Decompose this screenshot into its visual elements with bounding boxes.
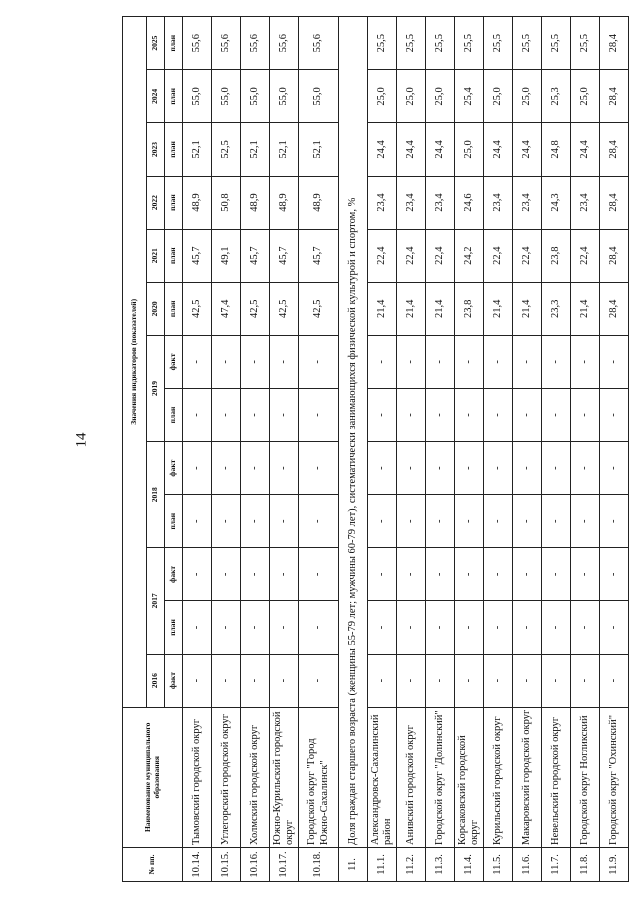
indicator-value: -: [455, 442, 484, 495]
indicator-value: -: [368, 601, 397, 654]
municipality-name: Городской округ "Охинский": [600, 707, 629, 847]
header-group: Значения индикаторов (показателей): [123, 17, 147, 708]
municipality-name: Корсаковский городской округ: [455, 707, 484, 847]
indicator-value: -: [241, 654, 270, 707]
indicator-table: [122, 16, 629, 882]
municipality-name: Невельский городской округ: [542, 707, 571, 847]
indicator-value: 25,5: [455, 17, 484, 70]
header-name: Наименование муниципального образования: [123, 707, 183, 847]
indicator-value: -: [484, 335, 513, 388]
row-number: 11.2.: [397, 847, 426, 881]
table-row: [299, 17, 339, 882]
indicator-value: 25,5: [397, 17, 426, 70]
header-subcol: план: [165, 495, 183, 548]
indicator-value: 21,4: [571, 282, 600, 335]
indicator-value: -: [455, 601, 484, 654]
indicator-value: 55,0: [299, 70, 339, 123]
row-number: 11.6.: [513, 847, 542, 881]
table-row: [397, 17, 426, 882]
indicator-value: -: [183, 548, 212, 601]
indicator-value: -: [270, 601, 299, 654]
row-number: 10.18.: [299, 847, 339, 881]
indicator-value: -: [270, 654, 299, 707]
indicator-value: -: [299, 548, 339, 601]
header-subcol: план: [165, 229, 183, 282]
indicator-value: -: [299, 442, 339, 495]
indicator-value: -: [571, 548, 600, 601]
indicator-value: -: [397, 601, 426, 654]
indicator-value: 55,6: [241, 17, 270, 70]
indicator-value: 45,7: [241, 229, 270, 282]
row-number: 11.1.: [368, 847, 397, 881]
indicator-value: 24,4: [484, 123, 513, 176]
header-subcol: план: [165, 123, 183, 176]
indicator-value: -: [542, 388, 571, 441]
indicator-value: 45,7: [270, 229, 299, 282]
indicator-value: -: [212, 442, 241, 495]
indicator-value: 52,5: [212, 123, 241, 176]
indicator-value: -: [241, 548, 270, 601]
municipality-name: Углегорский городской округ: [212, 707, 241, 847]
indicator-value: 55,0: [212, 70, 241, 123]
indicator-value: 23,4: [397, 176, 426, 229]
header-subcol: план: [165, 601, 183, 654]
indicator-value: -: [212, 495, 241, 548]
indicator-value: -: [542, 601, 571, 654]
indicator-value: -: [397, 654, 426, 707]
indicator-value: -: [484, 548, 513, 601]
municipality-name: Тымовский городской округ: [183, 707, 212, 847]
header-year: 2020: [147, 282, 165, 335]
header-year: 2023: [147, 123, 165, 176]
indicator-value: 42,5: [299, 282, 339, 335]
table-row: [513, 17, 542, 882]
indicator-value: 23,8: [542, 229, 571, 282]
indicator-value: -: [426, 388, 455, 441]
indicator-value: -: [484, 654, 513, 707]
row-number: 11.4.: [455, 847, 484, 881]
table-row: [455, 17, 484, 882]
indicator-value: -: [270, 442, 299, 495]
header-subcol: факт: [165, 335, 183, 388]
indicator-value: 45,7: [299, 229, 339, 282]
row-number: 11.7.: [542, 847, 571, 881]
indicator-value: -: [513, 601, 542, 654]
table-row: [542, 17, 571, 882]
indicator-value: -: [484, 601, 513, 654]
indicator-value: -: [270, 548, 299, 601]
indicator-value: 22,4: [571, 229, 600, 282]
municipality-name: Анивский городской округ: [397, 707, 426, 847]
header-year: 2018: [147, 442, 165, 548]
indicator-value: 24,2: [455, 229, 484, 282]
indicator-value: -: [542, 495, 571, 548]
indicator-value: 25,5: [426, 17, 455, 70]
indicator-value: -: [368, 495, 397, 548]
indicator-value: -: [299, 388, 339, 441]
indicator-value: -: [212, 388, 241, 441]
header-year: 2019: [147, 335, 165, 441]
indicator-value: 25,0: [513, 70, 542, 123]
row-number: 10.16.: [241, 847, 270, 881]
indicator-value: 28,4: [600, 282, 629, 335]
indicator-value: -: [212, 548, 241, 601]
indicator-value: 24,4: [513, 123, 542, 176]
indicator-value: -: [513, 442, 542, 495]
indicator-value: -: [299, 335, 339, 388]
indicator-value: -: [600, 601, 629, 654]
indicator-value: -: [397, 335, 426, 388]
indicator-value: -: [183, 388, 212, 441]
indicator-value: -: [368, 548, 397, 601]
indicator-value: 25,0: [571, 70, 600, 123]
table-row: [368, 17, 397, 882]
indicator-value: 25,5: [542, 17, 571, 70]
header-subcol: факт: [165, 548, 183, 601]
indicator-value: -: [426, 335, 455, 388]
indicator-value: -: [455, 495, 484, 548]
indicator-value: 48,9: [241, 176, 270, 229]
indicator-value: 23,4: [484, 176, 513, 229]
indicator-value: 21,4: [397, 282, 426, 335]
indicator-value: 21,4: [426, 282, 455, 335]
indicator-value: -: [299, 601, 339, 654]
indicator-value: 45,7: [183, 229, 212, 282]
header-subcol: план: [165, 388, 183, 441]
indicator-value: 47,4: [212, 282, 241, 335]
rotated-page: [122, 16, 617, 882]
indicator-value: 25,4: [455, 70, 484, 123]
indicator-value: -: [455, 654, 484, 707]
table-viewport: [122, 16, 617, 882]
indicator-value: 25,5: [513, 17, 542, 70]
indicator-value: 24,4: [397, 123, 426, 176]
indicator-value: -: [183, 654, 212, 707]
municipality-name: Александровск-Сахалинский район: [368, 707, 397, 847]
row-number: 11.5.: [484, 847, 513, 881]
header-subcol: факт: [165, 654, 183, 707]
header-year: 2017: [147, 548, 165, 654]
indicator-value: -: [241, 335, 270, 388]
indicator-value: -: [426, 495, 455, 548]
table-row: [241, 17, 270, 882]
indicator-value: -: [600, 495, 629, 548]
indicator-value: -: [241, 442, 270, 495]
indicator-value: -: [212, 601, 241, 654]
indicator-value: -: [600, 335, 629, 388]
indicator-value: 52,1: [241, 123, 270, 176]
indicator-value: -: [270, 388, 299, 441]
indicator-value: 23,4: [368, 176, 397, 229]
indicator-value: -: [241, 388, 270, 441]
indicator-value: -: [426, 654, 455, 707]
table-row: [426, 17, 455, 882]
indicator-value: 49,1: [212, 229, 241, 282]
indicator-value: -: [368, 388, 397, 441]
header-subcol: план: [165, 176, 183, 229]
row-number: 10.17.: [270, 847, 299, 881]
indicator-value: -: [426, 601, 455, 654]
indicator-value: -: [571, 388, 600, 441]
indicator-value: 23,4: [571, 176, 600, 229]
indicator-value: 24,3: [542, 176, 571, 229]
indicator-value: -: [212, 335, 241, 388]
indicator-value: -: [600, 548, 629, 601]
indicator-value: 55,6: [270, 17, 299, 70]
header-subcol: план: [165, 70, 183, 123]
indicator-value: 28,4: [600, 176, 629, 229]
indicator-value: 55,0: [183, 70, 212, 123]
indicator-value: -: [600, 442, 629, 495]
row-number: 11.9.: [600, 847, 629, 881]
indicator-value: -: [183, 495, 212, 548]
section-number: 11.: [339, 847, 368, 881]
indicator-value: -: [455, 335, 484, 388]
indicator-value: -: [571, 495, 600, 548]
section-row: [339, 17, 368, 882]
indicator-value: -: [368, 442, 397, 495]
indicator-value: -: [299, 495, 339, 548]
indicator-value: -: [212, 654, 241, 707]
indicator-value: 42,5: [183, 282, 212, 335]
indicator-value: 48,9: [183, 176, 212, 229]
indicator-value: -: [270, 495, 299, 548]
indicator-value: -: [241, 601, 270, 654]
header-num: № пп.: [123, 847, 183, 881]
indicator-value: 55,6: [183, 17, 212, 70]
municipality-name: Курильский городской округ: [484, 707, 513, 847]
indicator-value: 24,4: [426, 123, 455, 176]
indicator-value: 25,0: [455, 123, 484, 176]
page-number: 14: [73, 432, 90, 448]
indicator-value: -: [183, 442, 212, 495]
indicator-value: -: [600, 388, 629, 441]
header-subcol: план: [165, 17, 183, 70]
indicator-value: -: [484, 495, 513, 548]
indicator-value: 22,4: [426, 229, 455, 282]
indicator-value: 42,5: [270, 282, 299, 335]
indicator-value: -: [571, 442, 600, 495]
indicator-value: -: [397, 388, 426, 441]
indicator-value: 25,0: [397, 70, 426, 123]
municipality-name: Городской округ "Город Южно-Сахалинск": [299, 707, 339, 847]
indicator-value: -: [270, 335, 299, 388]
indicator-value: 25,5: [571, 17, 600, 70]
indicator-value: 28,4: [600, 123, 629, 176]
table-row: [212, 17, 241, 882]
indicator-value: -: [397, 442, 426, 495]
indicator-value: 25,0: [484, 70, 513, 123]
table-row: [600, 17, 629, 882]
table-row: [484, 17, 513, 882]
indicator-value: -: [484, 442, 513, 495]
indicator-value: 28,4: [600, 70, 629, 123]
row-number: 10.15.: [212, 847, 241, 881]
indicator-value: -: [513, 654, 542, 707]
indicator-value: -: [513, 495, 542, 548]
indicator-value: 23,3: [542, 282, 571, 335]
indicator-value: 23,4: [426, 176, 455, 229]
indicator-value: -: [397, 495, 426, 548]
indicator-value: -: [571, 601, 600, 654]
indicator-value: 25,0: [426, 70, 455, 123]
indicator-value: 21,4: [368, 282, 397, 335]
indicator-value: -: [368, 335, 397, 388]
indicator-value: -: [455, 548, 484, 601]
indicator-value: 55,0: [241, 70, 270, 123]
indicator-value: 55,0: [270, 70, 299, 123]
indicator-value: 22,4: [484, 229, 513, 282]
indicator-value: 22,4: [368, 229, 397, 282]
header-year: 2021: [147, 229, 165, 282]
indicator-value: -: [571, 335, 600, 388]
municipality-name: Макаровский городской округ: [513, 707, 542, 847]
indicator-value: 21,4: [513, 282, 542, 335]
indicator-value: 28,4: [600, 229, 629, 282]
indicator-value: -: [600, 654, 629, 707]
indicator-value: 24,4: [571, 123, 600, 176]
table-row: [183, 17, 212, 882]
indicator-value: -: [299, 654, 339, 707]
indicator-value: -: [426, 548, 455, 601]
indicator-value: -: [368, 654, 397, 707]
indicator-value: -: [183, 335, 212, 388]
indicator-value: 23,8: [455, 282, 484, 335]
indicator-value: -: [542, 442, 571, 495]
indicator-value: -: [426, 442, 455, 495]
indicator-value: 24,8: [542, 123, 571, 176]
municipality-name: Городской округ Ногликский: [571, 707, 600, 847]
indicator-value: 22,4: [397, 229, 426, 282]
indicator-value: 25,0: [368, 70, 397, 123]
indicator-value: 21,4: [484, 282, 513, 335]
header-year: 2024: [147, 70, 165, 123]
indicator-value: 24,4: [368, 123, 397, 176]
header-year: 2025: [147, 17, 165, 70]
indicator-value: 48,9: [299, 176, 339, 229]
municipality-name: Городской округ "Долинский": [426, 707, 455, 847]
indicator-value: -: [484, 388, 513, 441]
indicator-value: 55,6: [299, 17, 339, 70]
municipality-name: Южно-Курильский городской округ: [270, 707, 299, 847]
indicator-value: -: [513, 388, 542, 441]
row-number: 11.8.: [571, 847, 600, 881]
indicator-value: -: [542, 335, 571, 388]
indicator-value: -: [542, 654, 571, 707]
indicator-value: -: [397, 548, 426, 601]
indicator-value: 48,9: [270, 176, 299, 229]
indicator-value: 52,1: [270, 123, 299, 176]
header-subcol: факт: [165, 442, 183, 495]
indicator-value: 22,4: [513, 229, 542, 282]
indicator-value: 23,4: [513, 176, 542, 229]
indicator-value: 52,1: [299, 123, 339, 176]
row-number: 11.3.: [426, 847, 455, 881]
header-year: 2022: [147, 176, 165, 229]
header-year: 2016: [147, 654, 165, 707]
indicator-value: -: [183, 601, 212, 654]
indicator-value: 50,8: [212, 176, 241, 229]
indicator-value: -: [513, 335, 542, 388]
indicator-value: -: [542, 548, 571, 601]
indicator-value: -: [571, 654, 600, 707]
row-number: 10.14.: [183, 847, 212, 881]
indicator-value: 55,6: [212, 17, 241, 70]
indicator-value: 25,5: [484, 17, 513, 70]
indicator-value: 24,6: [455, 176, 484, 229]
municipality-name: Холмский городской округ: [241, 707, 270, 847]
header-subcol: план: [165, 282, 183, 335]
indicator-value: 25,3: [542, 70, 571, 123]
indicator-value: 42,5: [241, 282, 270, 335]
section-title: Доля граждан старшего возраста (женщины 55-79 лет; мужчины 60-79 лет), систематически занимающихся физической культурой и спортом, %: [339, 17, 368, 848]
indicator-value: 28,4: [600, 17, 629, 70]
table-row: [270, 17, 299, 882]
indicator-value: -: [455, 388, 484, 441]
indicator-value: -: [241, 495, 270, 548]
indicator-value: 52,1: [183, 123, 212, 176]
table-row: [571, 17, 600, 882]
indicator-value: -: [513, 548, 542, 601]
indicator-value: 25,5: [368, 17, 397, 70]
